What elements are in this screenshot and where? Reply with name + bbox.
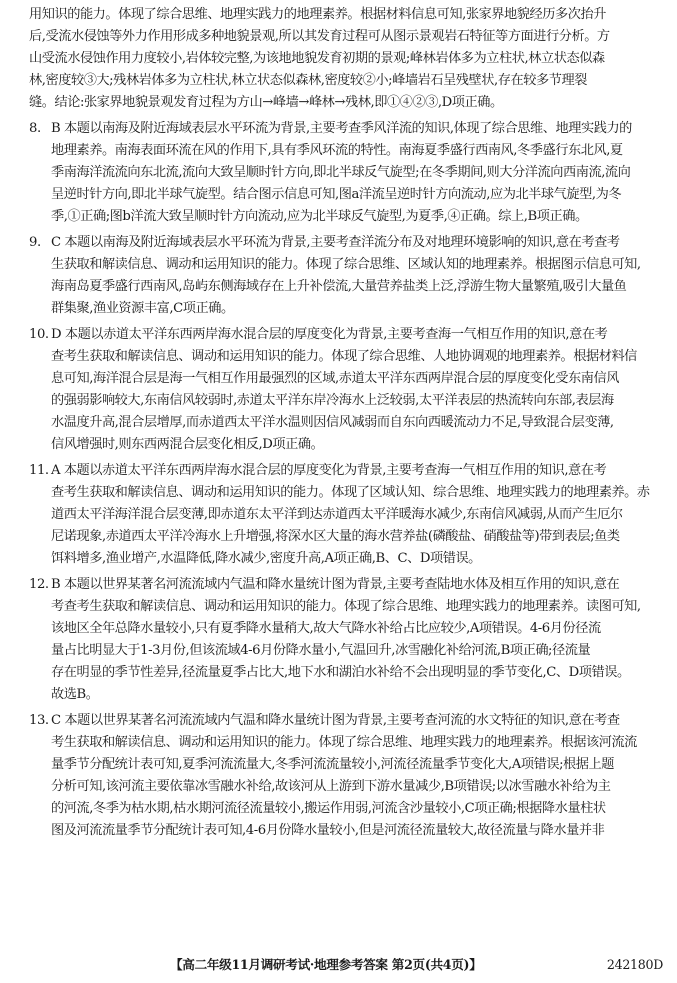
line-text: 季南海洋流流向东北流,流向大致呈顺时针方向,即北半球反气旋型;在冬季期间,则大分洋流向西南流,流向 <box>51 165 631 180</box>
text-line <box>29 324 662 346</box>
footer-title: 【高二年级11月调研考试·地理参考答案 第2页(共4页)】 <box>170 957 482 972</box>
line-text: 缝。结论:张家界地貌景观发育过程为方山→峰墙→峰林→残林,即①④②③,D项正确。 <box>29 95 503 110</box>
text-line <box>29 754 662 776</box>
text-line <box>29 574 662 596</box>
text-line <box>29 412 662 434</box>
question-number: 8. <box>29 121 41 136</box>
line-text: B 本题以世界某著名河流流域内气温和降水量统计图为背景,主要考查陆地水体及相互作用的知识,意在 <box>51 577 620 592</box>
line-text: 生获取和解读信息、调动和运用知识的能力。体现了综合思维、区域认知的地理素养。根据图示信息可知, <box>51 257 641 272</box>
line-text: 故选B。 <box>51 687 99 702</box>
question-number: 9. <box>29 235 41 250</box>
answer-item <box>29 118 662 228</box>
text-line <box>29 596 662 618</box>
text-line <box>29 684 662 706</box>
text-line <box>29 140 662 162</box>
line-text: C 本题以南海及附近海域表层水平环流为背景,主要考查洋流分布及对地理环境影响的知识,意在考查考 <box>51 235 620 250</box>
question-number: 10. <box>29 327 49 342</box>
text-line <box>29 70 662 92</box>
text-line <box>29 232 662 254</box>
line-text: 后,受流水侵蚀等外力作用形成多种地貌景观,所以其发育过程可从图示景观岩石特征等方面进行分析。方 <box>29 29 610 44</box>
footer-code: 242180D <box>606 957 663 972</box>
text-line <box>29 298 662 320</box>
text-line <box>29 26 662 48</box>
line-text: 考生获取和解读信息、调动和运用知识的能力。体现了综合思维、地理实践力的地理素养。根据该河流流 <box>51 735 637 750</box>
answer-item <box>29 710 662 842</box>
text-line <box>29 162 662 184</box>
line-text: 查考生获取和解读信息、调动和运用知识的能力。体现了综合思维、人地协调观的地理素养。根据材料信 <box>51 349 637 364</box>
question-number: 11. <box>29 463 49 478</box>
answer-item <box>29 460 662 570</box>
text-line <box>29 732 662 754</box>
line-text: 水温度升高,混合层增厚,而赤道西太平洋水温则因信风减弱而自东向西暖流动力不足,导致混合层变薄, <box>51 415 614 430</box>
answer-item <box>29 324 662 456</box>
answer-text <box>29 4 662 842</box>
line-text: 海南岛夏季盛行西南风,岛屿东侧海域存在上升补偿流,大量营养盐类上泛,浮游生物大量繁殖,吸引大量鱼 <box>51 279 627 294</box>
question-number: 12. <box>29 577 49 592</box>
line-text: 群集聚,渔业资源丰富,C项正确。 <box>51 301 234 316</box>
line-text: 查考生获取和解读信息、调动和运用知识的能力。体现了区域认知、综合思维、地理实践力的地理素养。赤 <box>51 485 650 500</box>
line-text: D 本题以赤道太平洋东西两岸海水混合层的厚度变化为背景,主要考查海一气相互作用的知识,意在考 <box>51 327 608 342</box>
text-line <box>29 390 662 412</box>
text-line <box>29 206 662 228</box>
line-text: 用知识的能力。体现了综合思维、地理实践力的地理素养。根据材料信息可知,张家界地貌经历多次抬升 <box>29 7 606 22</box>
line-text: 饵料增多,渔业增产,水温降低,降水减少,密度升高,A项正确,B、C、D项错误。 <box>51 551 481 566</box>
line-text: 图及河流流量季节分配统计表可知,4-6月份降水量较小,但是河流径流量较大,故径流量与降水量并非 <box>51 823 605 838</box>
text-line <box>29 434 662 456</box>
line-text: B 本题以南海及附近海域表层水平环流为背景,主要考查季风洋流的知识,体现了综合思维、地理实践力的 <box>51 121 632 136</box>
line-text: 分析可知,该河流主要依靠冰雪融水补给,故该河从上游到下游水量减少,B项错误;以冰雪融水补给为主 <box>51 779 611 794</box>
text-line <box>29 92 662 114</box>
text-line <box>29 798 662 820</box>
question-number: 13. <box>29 713 49 728</box>
text-line <box>29 460 662 482</box>
line-text: 的河流,冬季为枯水期,枯水期河流径流量较小,搬运作用弱,河流含沙量较小,C项正确;根据降水量柱状 <box>51 801 606 816</box>
text-line <box>29 48 662 70</box>
line-text: 尼诺现象,赤道西太平洋冷海水上升增强,将深水区大量的海水营养盐(磷酸盐、硝酸盐等)带到表层;鱼类 <box>51 529 620 544</box>
line-text: 存在明显的季节性差异,径流量夏季占比大,地下水和湖泊水补给不会出现明显的季节变化,C、D项错误。 <box>51 665 630 680</box>
text-line <box>29 504 662 526</box>
text-line <box>29 640 662 662</box>
text-line <box>29 118 662 140</box>
text-line <box>29 662 662 684</box>
text-line <box>29 526 662 548</box>
line-text: 道西太平洋海洋混合层变薄,即赤道东太平洋到达赤道西太平洋暖海水减少,东南信风减弱,从而产生厄尔 <box>51 507 623 522</box>
line-text: 季,①正确;图b洋流大致呈顺时针方向流动,应为北半球反气旋型,为夏季,④正确。综上,B项正确。 <box>51 209 588 224</box>
text-line <box>29 276 662 298</box>
text-line <box>29 482 662 504</box>
line-text: C 本题以世界某著名河流流域内气温和降水量统计图为背景,主要考查河流的水文特征的知识,意在考查 <box>51 713 620 728</box>
text-line <box>29 4 662 26</box>
line-text: 地理素养。南海表面环流在风的作用下,具有季风环流的特性。南海夏季盛行西南风,冬季盛行东北风,夏 <box>51 143 623 158</box>
text-line <box>29 618 662 640</box>
text-line <box>29 776 662 798</box>
line-text: 该地区全年总降水量较小,只有夏季降水量稍大,故大气降水补给占比应较少,A项错误。4-6月份径流 <box>51 621 601 636</box>
line-text: 信风增强时,则东西两混合层变化相反,D项正确。 <box>51 437 324 452</box>
text-line <box>29 254 662 276</box>
answer-continuation <box>29 4 662 114</box>
text-line <box>29 346 662 368</box>
line-text: 考查考生获取和解读信息、调动和运用知识的能力。体现了综合思维、地理实践力的地理素养。读图可知, <box>51 599 641 614</box>
text-line <box>29 548 662 570</box>
text-line <box>29 184 662 206</box>
text-line <box>29 368 662 390</box>
page-footer <box>0 956 677 974</box>
text-line <box>29 820 662 842</box>
line-text: 林,密度较③大;残林岩体多为立柱状,林立状态似森林,密度较②小;峰墙岩石呈残壁状,存在较多节理裂 <box>29 73 587 88</box>
line-text: 量占比明显大于1-3月份,但该流域4-6月份降水量小,气温回升,冰雪融化补给河流,B项正确;径流量 <box>51 643 591 658</box>
answer-item <box>29 232 662 320</box>
line-text: 呈逆时针方向,即北半球气旋型。结合图示信息可知,图a洋流呈逆时针方向流动,应为北半球气旋型,为冬 <box>51 187 622 202</box>
line-text: 息可知,海洋混合层是海一气相互作用最强烈的区域,赤道太平洋东西两岸混合层的厚度变化受东南信风 <box>51 371 619 386</box>
line-text: 的强弱影响较大,东南信风较弱时,赤道太平洋东岸冷海水上泛较弱,太平洋表层的热流转向东部,表层海 <box>51 393 614 408</box>
answer-item <box>29 574 662 706</box>
line-text: A 本题以赤道太平洋东西两岸海水混合层的厚度变化为背景,主要考查海一气相互作用的知识,意在考 <box>51 463 607 478</box>
text-line <box>29 710 662 732</box>
line-text: 山受流水侵蚀作用力度较小,岩体较完整,为该地地貌发育初期的景观;峰林岩体多为立柱状,林立状态似森 <box>29 51 605 66</box>
line-text: 量季节分配统计表可知,夏季河流流量大,冬季河流流量较小,河流径流量季节变化大,A项错误;根据上题 <box>51 757 615 772</box>
